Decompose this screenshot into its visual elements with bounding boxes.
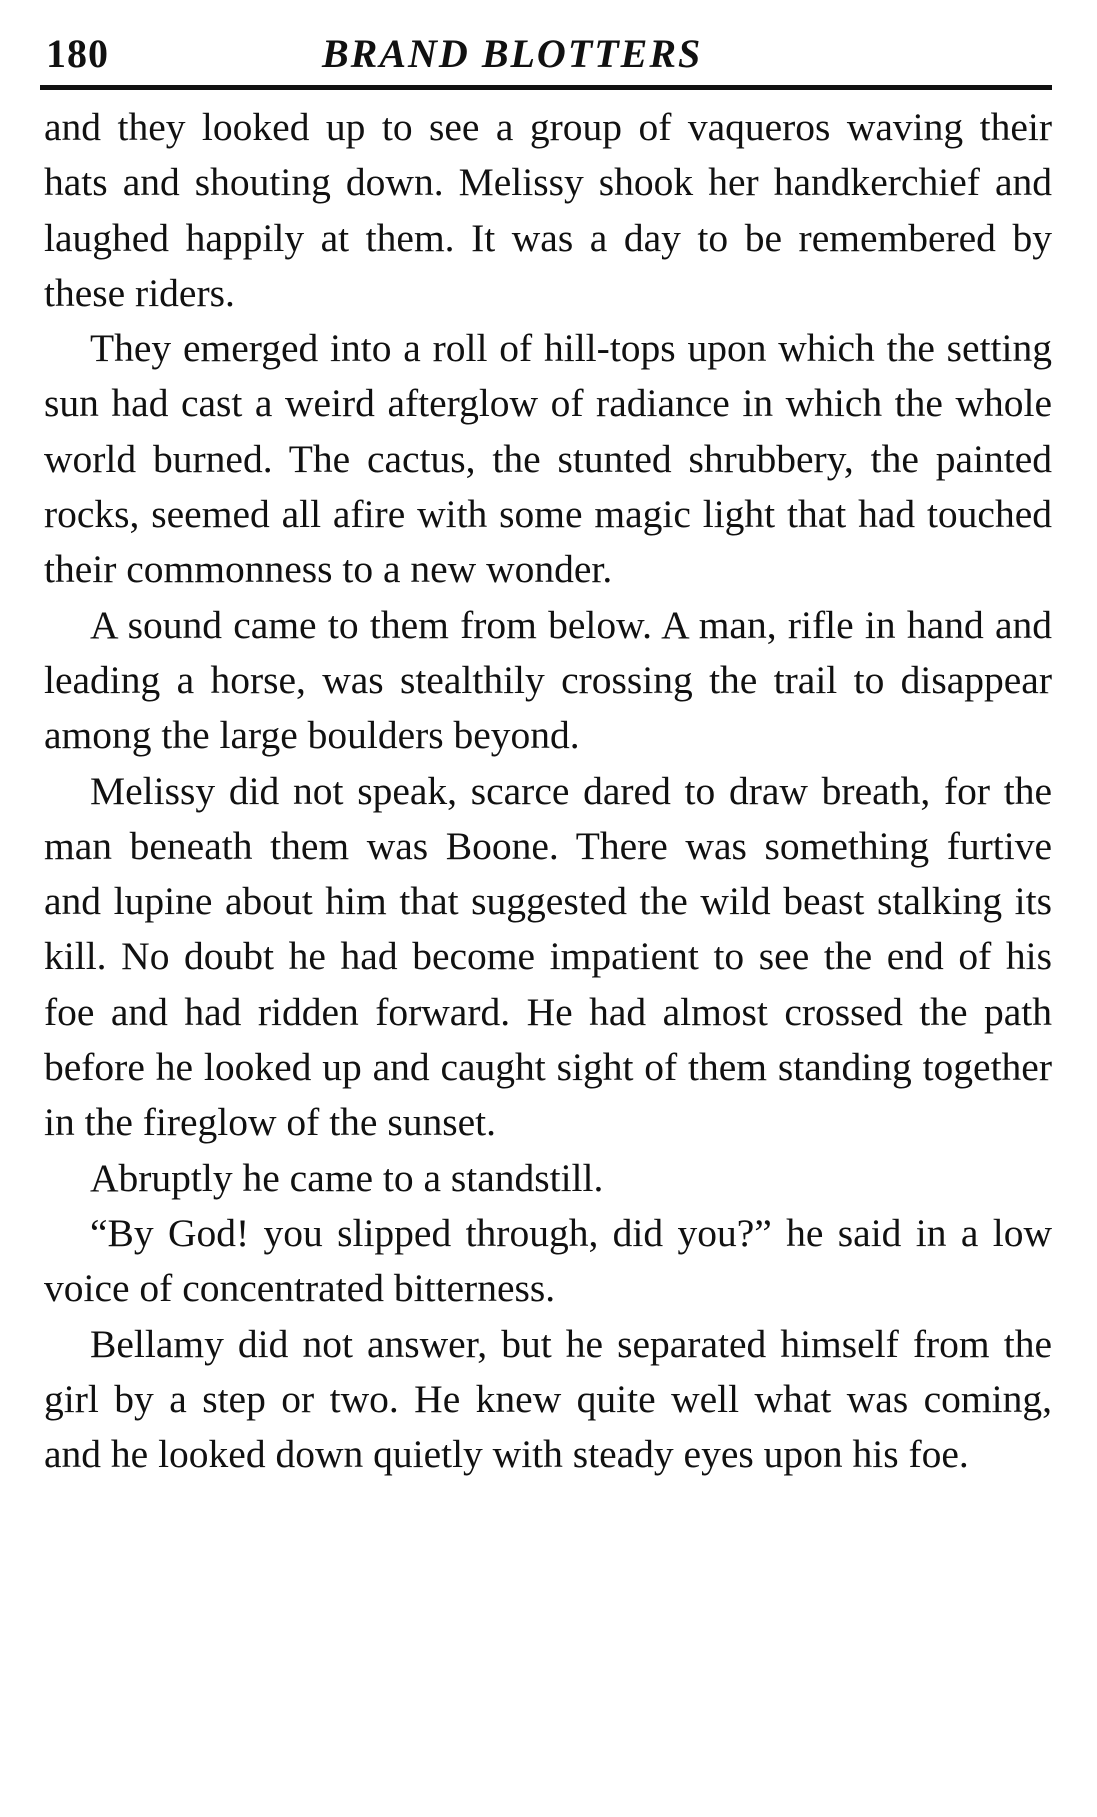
- body-text: [44, 100, 1052, 1482]
- paragraph-continuation: and they looked up to see a group of vaqueros waving their hats and shouting down. Melissy shook her handkerchief and laughed happily at them. It was a day to be remembered by these riders.: [44, 105, 1052, 315]
- running-title: BRAND BLOTTERS: [322, 31, 703, 76]
- page-number: 180: [46, 31, 109, 76]
- paragraph: They emerged into a roll of hill-tops upon which the setting sun had cast a weird afterglow of radiance in which the whole world burned. The cactus, the stunted shrubbery, the painted rocks, seemed all afire with some magic light that had touched their commonness to a new wonder.: [44, 326, 1052, 592]
- paragraph: Abruptly he came to a standstill.: [90, 1155, 604, 1200]
- paragraph: “By God! you slipped through, did you?” he said in a low voice of concentrated bitterness.: [44, 1210, 1052, 1311]
- paragraph: A sound came to them from below. A man, rifle in hand and leading a horse, was stealthily crossing the trail to disappear among the large boulders beyond.: [44, 602, 1052, 758]
- page-header: [40, 30, 1050, 80]
- paragraph: Bellamy did not answer, but he separated himself from the girl by a step or two. He knew quite well what was coming, and he looked down quietly with steady eyes upon his foe.: [44, 1321, 1052, 1477]
- header-rule: [40, 85, 1052, 90]
- paragraph: Melissy did not speak, scarce dared to draw breath, for the man beneath them was Boone. There was something furtive and lupine about him that suggested the wild beast stalking its kill. No doubt he had become impatient to see the end of his foe and had ridden forward. He had almost crossed the path before he looked up and caught sight of them standing together in the fireglow of the sunset.: [44, 768, 1052, 1145]
